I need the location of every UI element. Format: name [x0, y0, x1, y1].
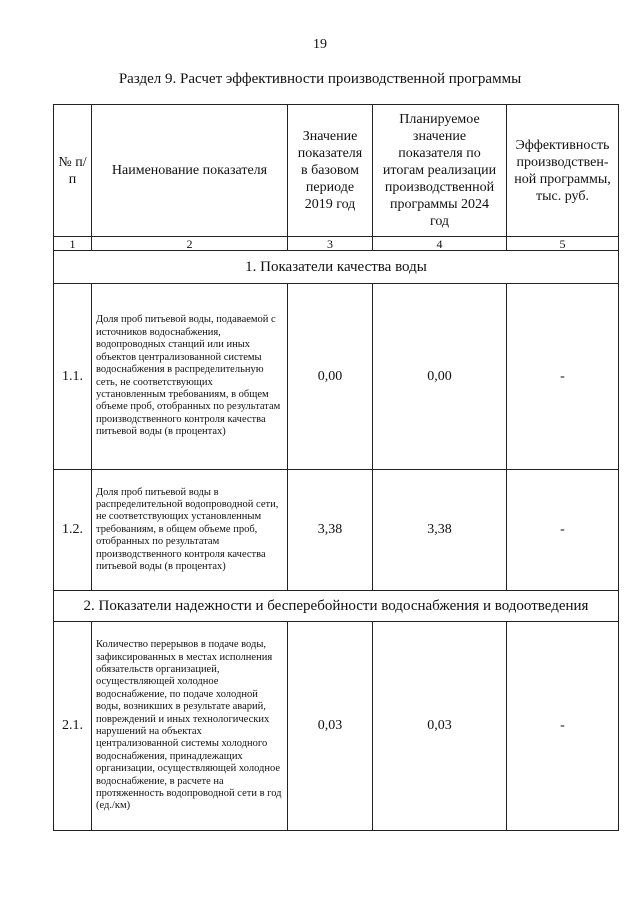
column-number: 1 — [54, 237, 92, 251]
row-base-value: 0,00 — [288, 284, 373, 470]
section-title: Раздел 9. Расчет эффективности производственной программы — [118, 71, 522, 87]
efficiency-table — [53, 104, 619, 831]
table-row — [54, 470, 619, 591]
group-row-water-quality — [54, 251, 619, 284]
page-number: 19 — [313, 37, 327, 52]
row-indicator-name: Доля проб питьевой воды в распределительной водопроводной сети, не соответствующих установленным требованиям, в общем объеме проб, отобранных по результатам производственного контроля качества питьевой воды (в процентах) — [92, 470, 288, 591]
row-number: 2.1. — [54, 622, 92, 831]
header-base: Значение показателя в базовом периоде 2019 год — [288, 105, 373, 237]
row-base-value: 3,38 — [288, 470, 373, 591]
column-number: 2 — [92, 237, 288, 251]
column-number: 4 — [373, 237, 507, 251]
group-title: 2. Показатели надежности и бесперебойности водоснабжения и водоотведения — [54, 591, 619, 622]
column-number: 3 — [288, 237, 373, 251]
header-num: № п/п — [54, 105, 92, 237]
row-indicator-name: Количество перерывов в подаче воды, зафиксированных в местах исполнения обязательств организацией, осуществляющей холодное водоснабжение, по подаче холодной воды, возникших в результате аварий, повреждений и иных технологических нарушений на объектах централизованной системы холодного водоснабжения, принадлежащих организации, осуществляющей холодное водоснабжение, в расчете на протяженность водопроводной сети в год (ед./км) — [92, 622, 288, 831]
group-row-reliability — [54, 591, 619, 622]
table-row — [54, 284, 619, 470]
header-name: Наименование показателя — [92, 105, 288, 237]
column-number: 5 — [507, 237, 619, 251]
table-row — [54, 622, 619, 831]
group-title: 1. Показатели качества воды — [54, 251, 619, 284]
header-efficiency: Эффективность производствен- ной программы, тыс. руб. — [507, 105, 619, 237]
row-planned-value: 0,03 — [373, 622, 507, 831]
row-efficiency-value: - — [507, 622, 619, 831]
row-indicator-name: Доля проб питьевой воды, подаваемой с источников водоснабжения, водопроводных станций или иных объектов централизованной системы водоснабжения в распределительную сеть, не соответствующих установленным требованиям, в общем объеме проб, отобранных по результатам производственного контроля качества питьевой воды (в процентах) — [92, 284, 288, 470]
row-base-value: 0,03 — [288, 622, 373, 831]
header-planned: Планируемое значение показателя по итогам реализации производственной программы 2024 год — [373, 105, 507, 237]
row-planned-value: 3,38 — [373, 470, 507, 591]
row-efficiency-value: - — [507, 470, 619, 591]
row-planned-value: 0,00 — [373, 284, 507, 470]
row-number: 1.2. — [54, 470, 92, 591]
column-numbers-row — [54, 237, 619, 251]
table-header-row — [54, 105, 619, 237]
row-number: 1.1. — [54, 284, 92, 470]
row-efficiency-value: - — [507, 284, 619, 470]
